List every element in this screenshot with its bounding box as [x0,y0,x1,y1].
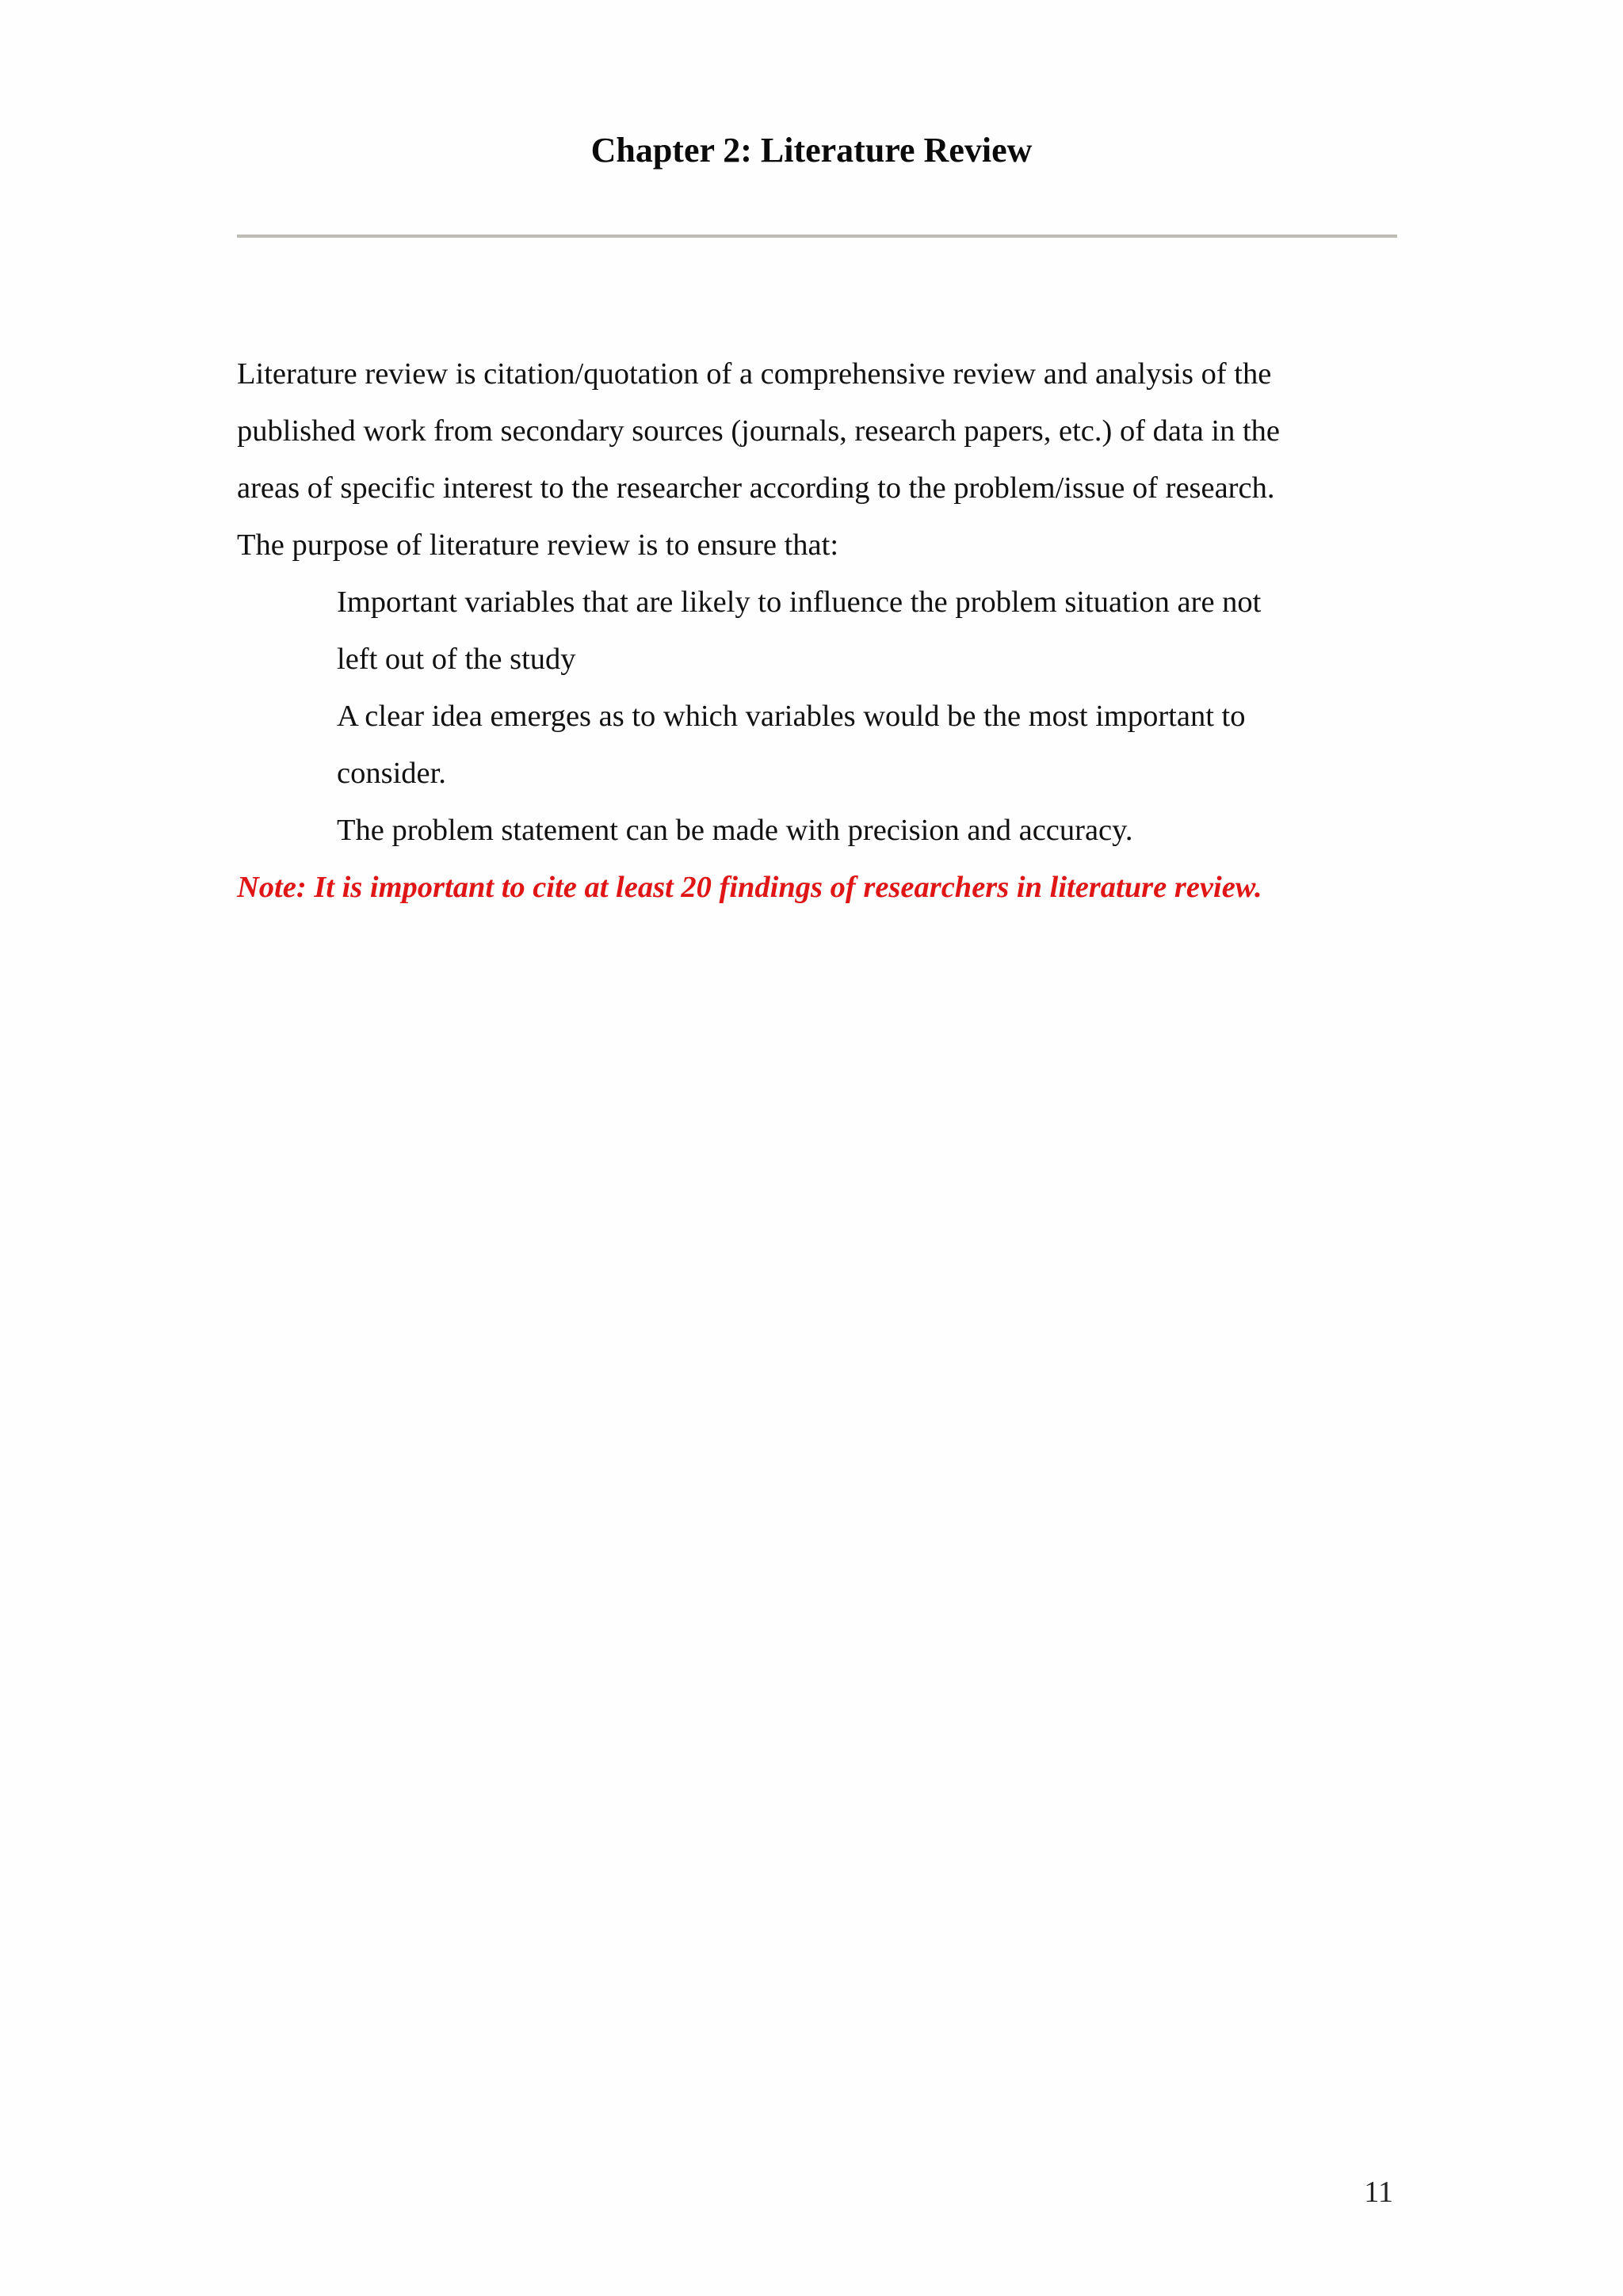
chapter-title: Chapter 2: Literature Review [590,131,1033,170]
note-text: Note: It is important to cite at least 20 findings of researchers in literature review. [237,871,1262,904]
paragraph-line: Literature review is citation/quotation of a comprehensive review and analysis of the [237,357,1272,391]
paragraph-line: areas of specific interest to the researcher according to the problem/issue of research. [237,471,1275,505]
list-item-line: The problem statement can be made with precision and accuracy. [337,814,1133,847]
paragraph-line: The purpose of literature review is to ensure that: [237,528,839,562]
body-text [237,345,1402,916]
title-divider [237,235,1397,238]
list-item-line: A clear idea emerges as to which variables would be the most important to [337,700,1246,733]
page-number: 11 [1364,2176,1393,2209]
paragraph-line: published work from secondary sources (journals, research papers, etc.) of data in the [237,414,1281,448]
list-item-line: consider. [337,757,446,790]
list-item-line: Important variables that are likely to influence the problem situation are not [337,585,1262,619]
list-item-line: left out of the study [337,643,576,676]
